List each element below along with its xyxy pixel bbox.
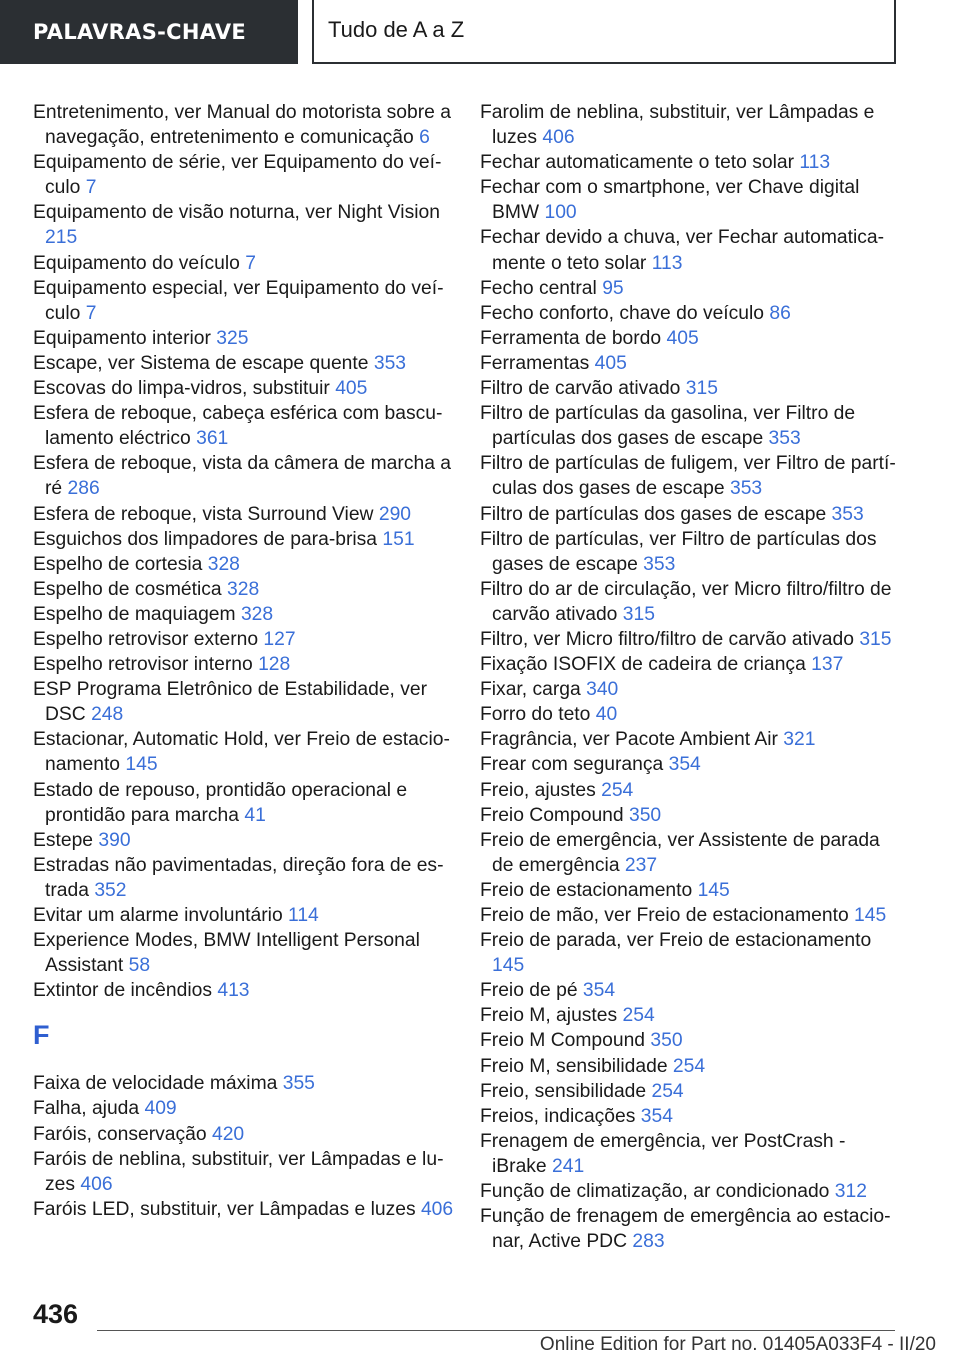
index-entry-term: Freio de emergência, ver Assistente de parada de emergência — [480, 829, 880, 876]
index-entry-term: Entretenimento, ver Manual do motorista sobre a navegação, entretenimento e comunicação — [33, 102, 451, 149]
index-column-left — [33, 100, 463, 1222]
index-entry — [33, 778, 463, 828]
index-entry-term: Freio de estacionamento — [480, 879, 693, 901]
index-entry — [480, 878, 900, 903]
index-entry-term: Espelho retrovisor interno — [33, 654, 253, 676]
page-reference-link[interactable]: 354 — [668, 754, 701, 776]
index-entry-term: Esfera de reboque, vista da câmera de marcha a ré — [33, 453, 451, 500]
index-entry-term: Evitar um alarme involuntário — [33, 905, 283, 926]
index-entry-term: Falha, ajuda — [33, 1098, 140, 1120]
page-reference-link[interactable]: 340 — [586, 679, 619, 701]
index-entry-term: Escovas do limpa-vidros, substituir — [33, 378, 330, 400]
index-entry — [480, 401, 900, 451]
index-entry-term: Freio de mão, ver Freio de estacionamento — [480, 905, 849, 926]
index-entry — [33, 527, 463, 552]
index-entry-term: Ferramenta de bordo — [480, 327, 662, 349]
page-reference-link[interactable]: 350 — [628, 804, 662, 826]
index-entry-term: Fecho conforto, chave do veículo — [480, 302, 765, 324]
index-entry-term: Espelho de cosmética — [33, 578, 222, 600]
index-entry-term: Fixação ISOFIX de cadeira de criança — [480, 654, 806, 676]
index-entry — [480, 1028, 900, 1053]
index-entry — [33, 251, 463, 276]
index-entry — [480, 1179, 900, 1204]
index-entry — [480, 175, 900, 225]
index-entry — [480, 150, 900, 175]
index-entry — [480, 903, 900, 928]
page-number: 436 — [33, 1299, 79, 1329]
page-reference-link[interactable]: 95 — [602, 277, 624, 299]
index-entry — [480, 376, 900, 401]
page-reference-link[interactable]: 405 — [594, 352, 627, 374]
page-reference-link[interactable]: 312 — [834, 1181, 867, 1203]
index-entry — [480, 225, 900, 275]
index-entry-term: Freio M Compound — [480, 1030, 646, 1052]
index-entry-term: Função de frenagem de emergência ao estacionar, Active PDC — [480, 1206, 891, 1253]
index-entry — [33, 376, 463, 401]
chapter-tab: Tudo de A a Z — [312, 0, 896, 64]
page-reference-link[interactable]: 413 — [217, 980, 250, 1002]
index-entry — [480, 627, 900, 652]
page-reference-link[interactable]: 254 — [651, 1080, 684, 1102]
page-reference-link[interactable]: 113 — [651, 252, 683, 274]
page-reference-link[interactable]: 254 — [622, 1005, 655, 1027]
index-entry-term: Estacionar, Automatic Hold, ver Freio de estacionamento — [33, 729, 450, 776]
page-reference-link[interactable]: 353 — [729, 478, 763, 500]
page-reference-link[interactable]: 40 — [595, 704, 618, 726]
index-entry-term: Freio M, sensibilidade — [480, 1055, 668, 1077]
index-entry — [33, 627, 463, 652]
index-entry-term: Espelho retrovisor externo — [33, 628, 259, 650]
page-reference-link[interactable]: 7 — [85, 302, 97, 324]
page-reference-link[interactable]: 114 — [288, 905, 319, 926]
index-entry-term: Equipamento do veículo — [33, 252, 240, 274]
page-reference-link[interactable]: 406 — [80, 1173, 113, 1195]
index-entry-term: Forro do teto — [480, 704, 591, 726]
index-entry-term: Frear com segurança — [480, 754, 664, 776]
index-entry — [33, 1122, 463, 1147]
index-entry — [33, 200, 463, 250]
page-reference-link[interactable]: 353 — [643, 553, 676, 575]
index-entry-term: Filtro de carvão ativado — [480, 378, 681, 400]
edition-note: Online Edition for Part no. 01405A033F4 - II/20 — [539, 1334, 936, 1355]
index-entry — [480, 828, 900, 878]
page-reference-link[interactable]: 328 — [207, 553, 240, 575]
page-reference-link[interactable]: 7 — [85, 177, 97, 199]
index-entry — [480, 778, 900, 803]
index-entry — [480, 301, 900, 326]
index-entry — [33, 100, 463, 150]
index-entry-term: Fechar automaticamente o teto solar — [480, 152, 795, 174]
index-entry — [480, 577, 900, 627]
page-header — [0, 0, 960, 66]
page-reference-link[interactable]: 151 — [382, 528, 415, 550]
index-entry — [33, 928, 463, 978]
page-reference-link[interactable]: 406 — [542, 127, 575, 149]
index-column-right — [480, 100, 900, 1254]
index-entry-term: Fechar com o smartphone, ver Chave digital BMW — [480, 177, 860, 224]
index-entry-term: Farolim de neblina, substituir, ver Lâmpadas e luzes — [480, 102, 875, 149]
index-entry — [480, 1204, 900, 1254]
page-reference-link[interactable]: 321 — [783, 729, 816, 751]
page-reference-link[interactable]: 290 — [378, 503, 412, 525]
index-entry — [33, 978, 463, 1003]
index-entry — [33, 1071, 463, 1096]
index-entry — [480, 1079, 900, 1104]
index-entry-term: Equipamento de visão noturna, ver Night Vision — [33, 202, 440, 224]
page-reference-link[interactable]: 405 — [666, 327, 699, 349]
page-reference-link[interactable]: 145 — [492, 955, 525, 977]
page-reference-link[interactable]: 237 — [624, 854, 658, 876]
page-reference-link[interactable]: 128 — [258, 654, 291, 676]
page-reference-link[interactable]: 7 — [245, 252, 256, 274]
index-entry-term: Freio Compound — [480, 804, 624, 826]
page-reference-link[interactable]: 145 — [125, 754, 158, 776]
page-reference-link[interactable]: 390 — [98, 829, 131, 851]
page-reference-link[interactable]: 353 — [373, 352, 407, 374]
index-entry — [480, 803, 900, 828]
index-entry — [480, 502, 900, 527]
index-entry — [33, 903, 463, 928]
index-entry-term: Esfera de reboque, vista Surround View — [33, 503, 374, 525]
page-reference-link[interactable]: 355 — [282, 1073, 315, 1095]
page-reference-link[interactable]: 420 — [211, 1123, 245, 1145]
index-entry-term: Espelho de maquiagem — [33, 603, 236, 625]
index-entry-term: Escape, ver Sistema de escape quente — [33, 352, 369, 374]
index-entry — [480, 752, 900, 777]
index-entry-term: Estado de repouso, prontidão operacional e prontidão para marcha — [33, 779, 408, 826]
index-entry — [33, 577, 463, 602]
index-entry — [480, 276, 900, 301]
index-entry — [33, 677, 463, 727]
index-entry-term: Freios, indicações — [480, 1105, 636, 1127]
page-reference-link[interactable]: 286 — [67, 478, 100, 500]
index-entry — [480, 928, 900, 978]
index-entry — [33, 351, 463, 376]
page-reference-link[interactable]: 113 — [799, 152, 831, 174]
index-entry — [33, 401, 463, 451]
index-entry-term: Faixa de velocidade máxima — [33, 1073, 278, 1095]
page-reference-link[interactable]: 248 — [91, 704, 124, 726]
index-entry — [480, 702, 900, 727]
page-reference-link[interactable]: 353 — [831, 503, 864, 525]
index-entry — [33, 1147, 463, 1197]
index-entry-term: Equipamento interior — [33, 327, 211, 349]
page-reference-link[interactable]: 137 — [811, 654, 844, 676]
index-entry-term: Fixar, carga — [480, 679, 581, 701]
page-reference-link[interactable]: 350 — [650, 1030, 683, 1052]
index-entry-term: Faróis, conservação — [33, 1123, 207, 1145]
page-reference-link[interactable]: 241 — [552, 1155, 585, 1177]
page-reference-link[interactable]: 325 — [216, 327, 249, 349]
index-entry-term: Esfera de reboque, cabeça esférica com basculamento eléctrico — [33, 403, 443, 450]
index-entry — [33, 502, 463, 527]
index-entry — [480, 677, 900, 702]
page-reference-link[interactable]: 353 — [768, 428, 801, 450]
page-reference-link[interactable]: 283 — [632, 1231, 665, 1253]
footer-divider — [97, 1330, 895, 1331]
index-entry-term: Ferramentas — [480, 352, 590, 374]
page-reference-link[interactable]: 254 — [601, 779, 634, 801]
index-entry-term: Extintor de incêndios — [33, 980, 212, 1002]
page-reference-link[interactable]: 86 — [769, 302, 791, 324]
index-entry — [480, 451, 900, 501]
index-letter-heading: F — [33, 1020, 50, 1051]
index-entry — [480, 1003, 900, 1028]
index-entry-term: Frenagem de emergência, ver PostCrash - iBrake — [480, 1130, 846, 1177]
page-reference-link[interactable]: 315 — [859, 628, 892, 650]
page-reference-link[interactable]: 406 — [420, 1198, 454, 1220]
index-entry — [33, 602, 463, 627]
index-entry — [480, 1104, 900, 1129]
index-entry — [480, 652, 900, 677]
section-tab: PALAVRAS-CHAVE — [0, 0, 298, 64]
page-reference-link[interactable]: 315 — [685, 378, 718, 400]
index-entry — [33, 552, 463, 577]
index-entry-term: Filtro de partículas dos gases de escape — [480, 503, 827, 525]
page-reference-link[interactable]: 58 — [128, 955, 151, 977]
index-entry-term: Estradas não pavimentadas, direção fora de estrada — [33, 854, 444, 901]
index-entry-term: Função de climatização, ar condicionado — [480, 1181, 830, 1203]
index-entry — [480, 978, 900, 1003]
index-entry-term: Fechar devido a chuva, ver Fechar automaticamente o teto solar — [480, 227, 885, 274]
index-entry-term: Freio M, ajustes — [480, 1005, 618, 1027]
index-entry-term: Espelho de cortesia — [33, 553, 203, 575]
page-reference-link[interactable]: 354 — [582, 980, 616, 1002]
index-entry-term: Faróis LED, substituir, ver Lâmpadas e luzes — [33, 1198, 416, 1220]
index-entry-term: Freio de pé — [480, 980, 578, 1002]
index-entry — [33, 853, 463, 903]
index-entry — [480, 527, 900, 577]
page-reference-link[interactable]: 6 — [419, 127, 430, 149]
index-entry-term: ESP Programa Eletrônico de Estabilidade, ver DSC — [33, 679, 428, 726]
index-entry — [33, 727, 463, 777]
page-reference-link[interactable]: 328 — [240, 603, 274, 625]
page-reference-link[interactable]: 41 — [244, 804, 266, 826]
page-reference-link[interactable]: 328 — [227, 578, 260, 600]
index-entry-term: Filtro, ver Micro filtro/filtro de carvão ativado — [480, 628, 854, 650]
index-entry — [33, 451, 463, 501]
index-entry-term: Freio de parada, ver Freio de estacionamento — [480, 930, 872, 952]
page-reference-link[interactable]: 405 — [335, 378, 368, 400]
index-entry — [33, 652, 463, 677]
index-entry — [480, 1054, 900, 1079]
page-reference-link[interactable]: 409 — [144, 1098, 177, 1120]
index-entry-term: Esguichos dos limpadores de para-brisa — [33, 528, 378, 550]
page-reference-link[interactable]: 354 — [640, 1105, 673, 1127]
page-reference-link[interactable]: 254 — [672, 1055, 706, 1077]
page-reference-link[interactable]: 361 — [196, 428, 229, 450]
index-entry-term: Estepe — [33, 829, 94, 851]
index-entry-term: Filtro do ar de circulação, ver Micro filtro/filtro de carvão ativado — [480, 578, 892, 625]
index-entry — [33, 276, 463, 326]
index-entry-term: Fecho central — [480, 277, 597, 299]
index-entry — [480, 326, 900, 351]
index-entry-term: Equipamento especial, ver Equipamento do veículo — [33, 277, 444, 324]
index-entry — [480, 727, 900, 752]
index-entry-term: Faróis de neblina, substituir, ver Lâmpadas e luzes — [33, 1148, 444, 1195]
index-entry — [33, 326, 463, 351]
index-entry-term: Freio, sensibilidade — [480, 1080, 647, 1102]
index-entry-term: Freio, ajustes — [480, 779, 596, 801]
page-reference-link[interactable]: 100 — [544, 202, 577, 224]
index-entry-term: Filtro de partículas, ver Filtro de partículas dos gases de escape — [480, 528, 877, 575]
page-reference-link[interactable]: 215 — [45, 227, 78, 249]
index-entry — [33, 1096, 463, 1121]
index-entry-term: Experience Modes, BMW Intelligent Personal Assistant — [33, 930, 420, 977]
index-entry — [480, 100, 900, 150]
index-entry-term: Filtro de partículas da gasolina, ver Filtro de partículas dos gases de escape — [480, 403, 856, 450]
page-reference-link[interactable]: 145 — [854, 905, 887, 926]
index-entry — [480, 1129, 900, 1179]
index-entry-term: Equipamento de série, ver Equipamento do veículo — [33, 152, 442, 199]
page-reference-link[interactable]: 315 — [622, 603, 655, 625]
page-reference-link[interactable]: 352 — [94, 879, 127, 901]
index-entry — [33, 150, 463, 200]
page-reference-link[interactable]: 127 — [263, 628, 296, 650]
index-entry-term: Fragrância, ver Pacote Ambient Air — [480, 729, 778, 751]
page-reference-link[interactable]: 145 — [697, 879, 730, 901]
index-entry — [33, 1197, 463, 1222]
index-entry — [33, 828, 463, 853]
index-entry — [480, 351, 900, 376]
index-entry-term: Filtro de partículas de fuligem, ver Filtro de partículas dos gases de escape — [480, 453, 896, 500]
